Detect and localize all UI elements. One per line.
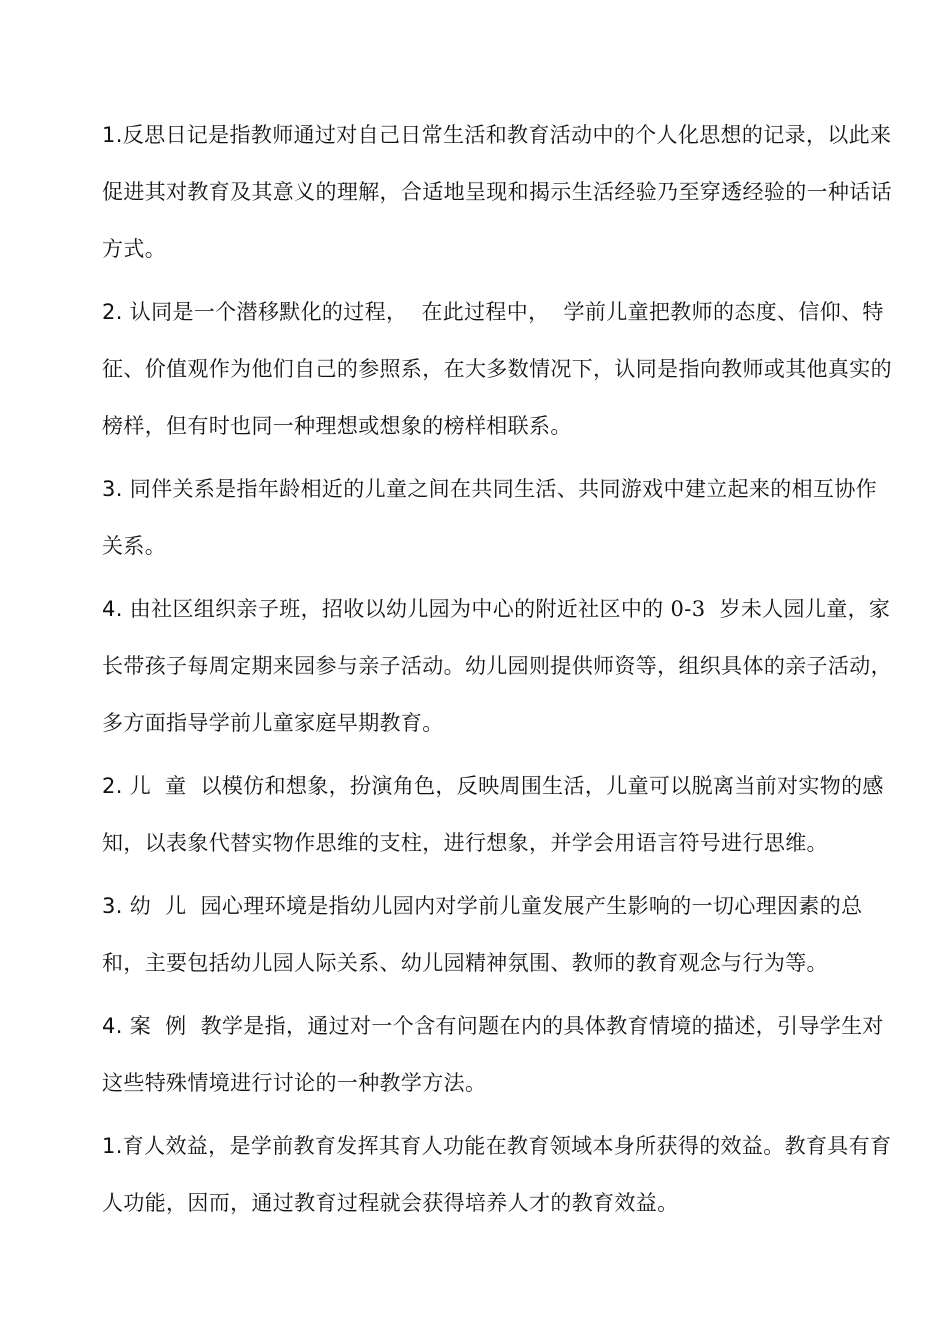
paragraph-number: 1. — [102, 1134, 123, 1158]
paragraph-number: 4. — [102, 1014, 123, 1038]
paragraph-1 — [102, 107, 894, 278]
paragraph-number: 1. — [102, 123, 123, 147]
paragraph-text: 反思日记是指教师通过对自己日常生活和教育活动中的个人化思想的记录，以此来促进其对教育及其意义的理解，合适地呈现和揭示生活经验乃至穿透经验的一种话话方式。 — [102, 123, 892, 261]
paragraph-2 — [102, 284, 894, 455]
paragraph-text: 认同是一个潜移默化的过程， 在此过程中， 学前儿童把教师的态度、信仰、特征、价值观作为他们自己的参照系，在大多数情况下，认同是指向教师或其他真实的榜样，但有时也同一种理想或想象的榜样相联系。 — [102, 300, 892, 438]
paragraph-6 — [102, 878, 894, 992]
paragraph-number: 2. — [102, 300, 123, 324]
paragraph-8 — [102, 1118, 894, 1232]
paragraph-number: 3. — [102, 894, 123, 918]
paragraph-4 — [102, 581, 894, 752]
paragraph-3 — [102, 461, 894, 575]
paragraph-text: 儿 童 以模仿和想象，扮演角色，反映周围生活，儿童可以脱离当前对实物的感知，以表象代替实物作思维的支柱，进行想象，并学会用语言符号进行思维。 — [102, 774, 884, 855]
paragraph-text: 案 例 教学是指，通过对一个含有问题在内的具体教育情境的描述，引导学生对这些特殊情境进行讨论的一种教学方法。 — [102, 1014, 884, 1095]
paragraph-number: 2. — [102, 774, 123, 798]
paragraph-number: 3. — [102, 477, 123, 501]
paragraph-number: 4. — [102, 597, 123, 621]
paragraph-text: 同伴关系是指年龄相近的儿童之间在共同生活、共同游戏中建立起来的相互协作关系。 — [102, 477, 878, 558]
paragraph-text: 幼 儿 园心理环境是指幼儿园内对学前儿童发展产生影响的一切心理因素的总和，主要包括幼儿园人际关系、幼儿园精神氛围、教师的教育观念与行为等。 — [102, 894, 863, 975]
paragraph-5 — [102, 758, 894, 872]
paragraph-text: 由社区组织亲子班，招收以幼儿园为中心的附近社区中的 0-3 岁未人园儿童，家长带孩子每周定期来园参与亲子活动。幼儿园则提供师资等，组织具体的亲子活动，多方面指导学前儿童家庭早期教育。 — [102, 597, 892, 735]
paragraph-7 — [102, 998, 894, 1112]
paragraph-text: 育人效益，是学前教育发挥其育人功能在教育领域本身所获得的效益。教育具有育人功能，因而，通过教育过程就会获得培养人才的教育效益。 — [102, 1134, 892, 1215]
document-body — [102, 107, 894, 1238]
